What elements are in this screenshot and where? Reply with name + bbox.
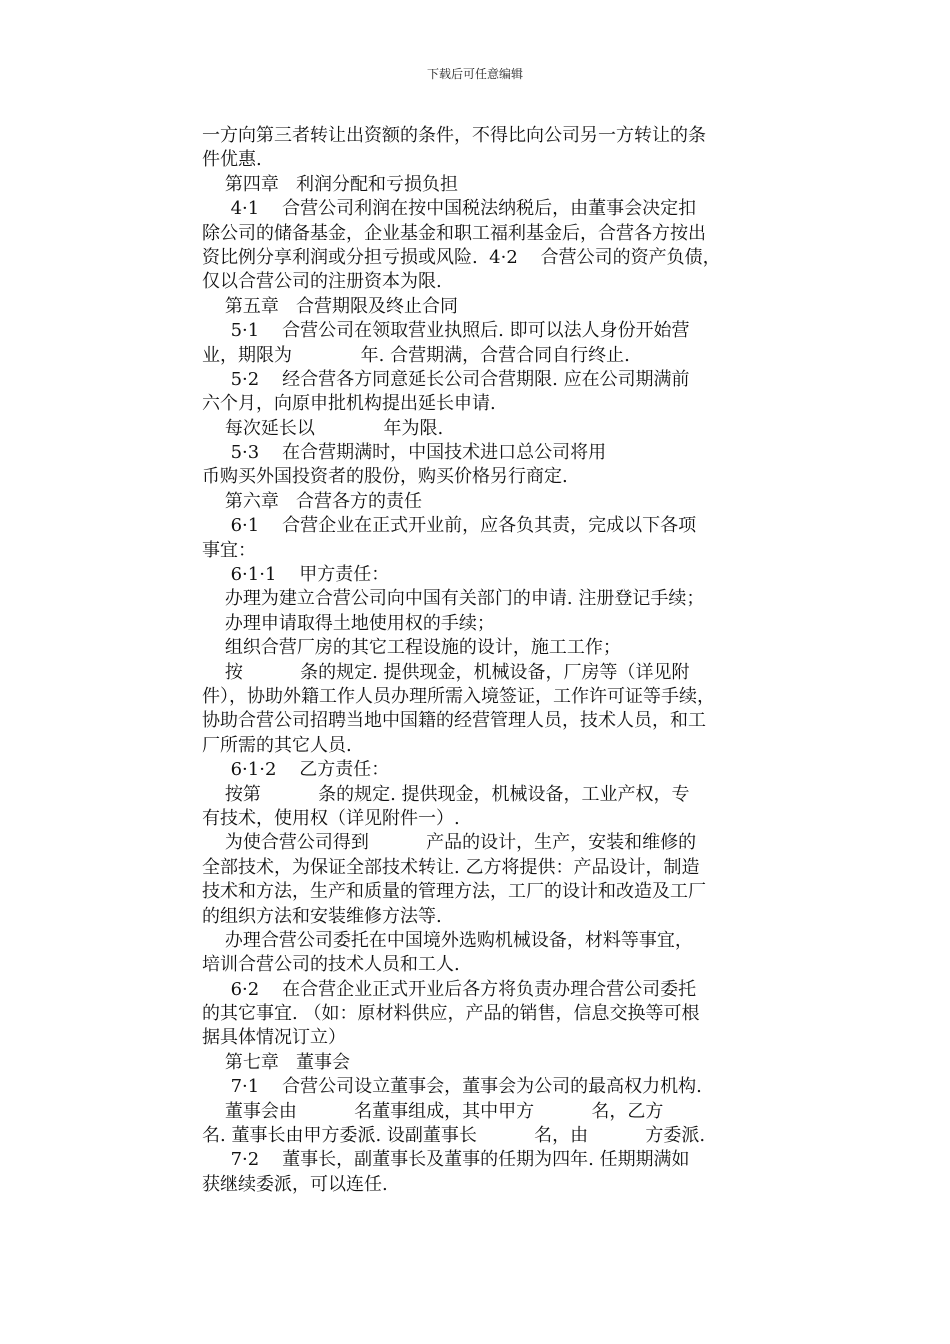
text-line: 仅以合营公司的注册资本为限. xyxy=(202,271,442,293)
text-line: 一方向第三者转让出资额的条件，不得比向公司另一方转让的条 xyxy=(202,125,706,146)
text-line: 协助合营公司招聘当地中国籍的经营管理人员，技术人员，和工 xyxy=(202,710,706,732)
text-line: 业，期限为 年. 合营期满，合营合同自行终止. xyxy=(202,344,630,366)
text-line: 除公司的储备基金，企业基金和职工福利基金后，合营各方按出 xyxy=(202,222,706,244)
text-line: 全部技术，为保证全部技术转让. 乙方将提供：产品设计，制造 xyxy=(202,856,700,878)
text-line: 按第 条的规定. 提供现金，机械设备，工业产权，专 xyxy=(202,783,690,805)
chapter-heading: 第七章 董事会 xyxy=(202,1051,351,1073)
text-line: 董事会由 名董事组成，其中甲方 名，乙方 xyxy=(202,1100,664,1122)
text-line: 事宜： xyxy=(202,539,256,561)
text-line: 5·1 合营公司在领取营业执照后. 即可以法人身份开始营 xyxy=(202,320,690,342)
text-line: 获继续委派，可以连任. xyxy=(202,1173,388,1195)
text-line: 的组织方法和安装维修方法等. xyxy=(202,905,442,927)
text-line: 5·2 经合营各方同意延长公司合营期限. 应在公司期满前 xyxy=(202,368,690,390)
text-line: 件优惠. xyxy=(202,149,262,171)
text-line: 币购买外国投资者的股份，购买价格另行商定. xyxy=(202,466,568,488)
text-line: 组织合营厂房的其它工程设施的设计，施工工作； xyxy=(202,637,621,659)
text-line: 6·1·1 甲方责任： xyxy=(202,564,390,586)
text-line: 办理申请取得土地使用权的手续； xyxy=(202,612,495,634)
text-line: 6·2 在合营企业正式开业后各方将负责办理合营公司委托 xyxy=(202,978,697,1000)
text-line: 7·1 合营公司设立董事会，董事会为公司的最高权力机构. xyxy=(202,1076,702,1098)
text-line: 为使合营公司得到 产品的设计，生产，安装和维修的 xyxy=(202,832,697,854)
text-line: 据具体情况订立） xyxy=(202,1027,346,1049)
text-line: 办理合营公司委托在中国境外选购机械设备，材料等事宜， xyxy=(202,929,693,951)
text-line: 有技术，使用权（详见附件一）. xyxy=(202,807,460,829)
text-line: 名. 董事长由甲方委派. 设副董事长 名，由 方委派. xyxy=(202,1125,706,1147)
text-line: 厂所需的其它人员. xyxy=(202,734,352,756)
text-line: 按 条的规定. 提供现金，机械设备，厂房等（详见附 xyxy=(202,661,690,683)
text-line: 技术和方法，生产和质量的管理方法，工厂的设计和改造及工厂 xyxy=(202,881,706,903)
text-line: 7·2 董事长，副董事长及董事的任期为四年. 任期期满如 xyxy=(202,1149,690,1171)
text-line: 六个月，向原申批机构提出延长申请. xyxy=(202,393,496,415)
page-header: 下载后可任意编辑 xyxy=(426,67,523,81)
text-line: 办理为建立合营公司向中国有关部门的申请. 注册登记手续； xyxy=(202,588,705,610)
text-line: 6·1 合营企业在正式开业前，应各负其责，完成以下各项 xyxy=(202,515,697,537)
chapter-heading: 第五章 合营期限及终止合同 xyxy=(202,295,459,317)
text-line: 5·3 在合营期满时，中国技术进口总公司将用 xyxy=(202,442,607,464)
text-line: 培训合营公司的技术人员和工人. xyxy=(202,954,460,976)
text-line: 6·1·2 乙方责任： xyxy=(202,759,390,781)
text-line: 的其它事宜. （如：原材料供应，产品的销售，信息交换等可根 xyxy=(202,1003,700,1025)
text-line: 件），协助外籍工作人员办理所需入境签证，工作许可证等手续， xyxy=(202,685,715,707)
chapter-heading: 第六章 合营各方的责任 xyxy=(202,490,423,512)
chapter-heading: 第四章 利润分配和亏损负担 xyxy=(202,173,459,195)
text-line: 每次延长以 年为限. xyxy=(202,417,444,439)
document-body xyxy=(202,124,762,1197)
text-line: 资比例分享利润或分担亏损或风险. 4·2 合营公司的资产负债， xyxy=(202,246,721,268)
text-line: 4·1 合营公司利润在按中国税法纳税后，由董事会决定扣 xyxy=(202,198,697,220)
